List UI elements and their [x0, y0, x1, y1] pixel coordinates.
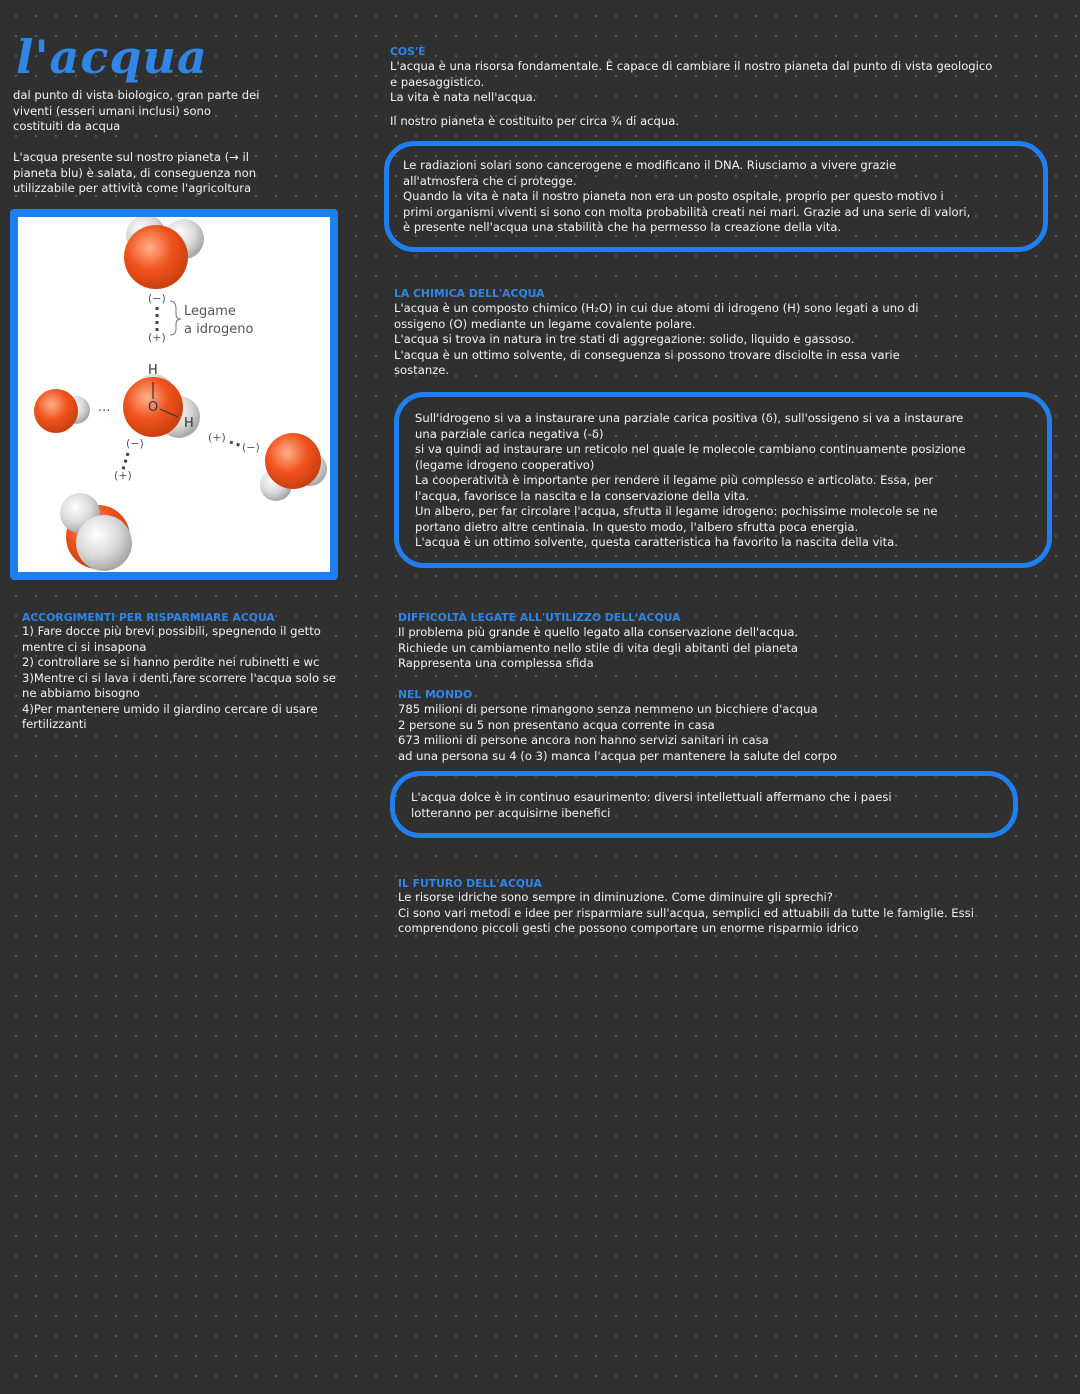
diff-line: Il problema più grande è quello legato alla conservazione dell'acqua. [398, 625, 799, 639]
box-line: (legame idrogeno cooperativo) [415, 457, 595, 472]
hydrogen-bond-dots [230, 442, 242, 446]
box-line: si va quindi ad instaurare un reticolo nel quale le molecole cambiano continuamente posizione [415, 442, 966, 456]
saving-line: 3)Mentre ci si lava i denti,fare scorrere l'acqua solo se [22, 670, 336, 685]
box-line: Sull'idrogeno si va a instaurare una parziale carica positiva (δ), sull'ossigeno si va a instaurare [415, 411, 964, 425]
box-line: L'acqua è un ottimo solvente, questa caratteristica ha favorito la nascita della vita. [415, 535, 898, 549]
chemistry-heading: LA CHIMICA DELL'ACQUA [394, 287, 545, 300]
intro-line: dal punto di vista biologico, gran parte dei [13, 88, 260, 102]
salted-water-text [13, 150, 313, 197]
intro-text [13, 88, 313, 135]
world-line: 785 milioni di persone rimangono senza nemmeno un bicchiere d'acqua [398, 702, 818, 716]
chem-line: L'acqua si trova in natura in tre stati di aggregazione: solido, liquido e gassoso. [394, 332, 855, 346]
future-line: Le risorse idriche sono sempre in diminuzione. Come diminuire gli sprechi? [398, 890, 833, 904]
charge-label: (−) [148, 292, 166, 305]
chem-line: L'acqua è un composto chimico (H₂O) in cui due atomi di idrogeno (H) sono legati a uno di [394, 301, 919, 315]
saving-list [22, 624, 382, 733]
future-line: Ci sono vari metodi e idee per risparmiare sull'acqua, semplici ed attuabili da tutte le famiglie. Essi [398, 905, 974, 920]
future-heading: IL FUTURO DELL'ACQUA [398, 877, 542, 890]
molecule-right [260, 433, 327, 501]
water-molecules-diagram [18, 217, 330, 572]
salted-line: pianeta blu) è salata, di conseguenza non [13, 165, 257, 180]
charge-label: (−) [242, 441, 260, 454]
page-title: l'acqua [16, 30, 208, 84]
molecule-top [124, 217, 204, 289]
saving-heading: ACCORGIMENTI PER RISPARMIARE ACQUA [22, 611, 275, 624]
atom-label-h: H [184, 416, 194, 431]
box-line: Un albero, per far circolare l'acqua, sfrutta il legame idrogeno: pochissime molecole se ne [415, 504, 938, 518]
charge-label: (−) [126, 437, 144, 450]
box-line: L'acqua dolce è in continuo esaurimento: diversi intellettuali affermano che i paesi [411, 790, 892, 804]
legend-label: a idrogeno [184, 322, 254, 337]
cose-heading: COS'È [390, 45, 426, 58]
difficulties-text [398, 625, 1038, 672]
diff-line: Rappresenta una complessa sfida [398, 656, 594, 670]
charge-label: (+) [148, 331, 166, 344]
molecule-bottom [60, 493, 132, 571]
salted-line: utilizzabile per attività come l'agricoltura [13, 181, 252, 195]
radiation-box [384, 141, 1048, 252]
saving-line: mentre ci si insapona [22, 639, 147, 654]
salted-line: L'acqua presente sul nostro pianeta (→ il [13, 150, 249, 164]
saving-line: 4)Per mantenere umido il giardino cercare di usare [22, 701, 318, 716]
saving-line: 2) controllare se si hanno perdite nei rubinetti e wc [22, 655, 320, 669]
molecule-left [34, 389, 90, 433]
diff-line: Richiede un cambiamento nello stile di vita degli abitanti del pianeta [398, 640, 799, 655]
cose-line: e paesaggistico. [390, 74, 485, 89]
saving-line: 1) Fare docce più brevi possibili, spegnendo il getto [22, 624, 321, 638]
world-heading: NEL MONDO [398, 688, 473, 701]
molecule-figure [10, 209, 338, 580]
world-line: 2 persone su 5 non presentano acqua corrente in casa [398, 717, 715, 732]
box-line: La cooperatività è importante per rendere il legame più complesso e articolato. Essa, per [415, 473, 934, 487]
box-line: è presente nell'acqua una stabilità che ha permesso la creazione della vita. [403, 220, 842, 234]
chem-line: sostanze. [394, 363, 450, 377]
atom-label-h: H [148, 363, 158, 378]
atom-label-o: O [148, 400, 159, 415]
box-line: l'acqua, favorisce la nascita e la conservazione della vita. [415, 488, 750, 503]
brace-icon [170, 301, 181, 335]
cose-planet-text: Il nostro pianeta è costituito per circa ¾ di acqua. [390, 114, 680, 128]
box-line: lotteranno per acquisirne ibenefici [411, 805, 611, 820]
world-line: 673 milioni di persone ancora non hanno servizi sanitari in casa [398, 733, 769, 747]
chem-line: L'acqua è un ottimo solvente, di conseguenza si possono trovare disciolte in essa varie [394, 347, 900, 362]
saving-line: fertilizzanti [22, 717, 87, 731]
cose-line: La vita è nata nell'acqua. [390, 90, 537, 104]
box-line: portano dietro altre centinaia. In questo modo, l'albero sfrutta poca energia. [415, 519, 859, 534]
charge-label: (+) [114, 469, 132, 482]
intro-line: viventi (esseri umani inclusi) sono [13, 103, 211, 118]
world-text [398, 702, 1038, 764]
world-line: ad una persona su 4 (o 3) manca l'acqua per mantenere la salute del corpo [398, 748, 837, 763]
chem-line: ossigeno (O) mediante un legame covalente polare. [394, 316, 696, 331]
intro-line: costituiti da acqua [13, 119, 121, 133]
chemistry-text [394, 301, 1054, 379]
charge-label: (+) [208, 431, 226, 444]
box-line: una parziale carica negativa (-δ) [415, 426, 604, 441]
difficulties-heading: DIFFICOLTÀ LEGATE ALL'UTILIZZO DELL'ACQUA [398, 611, 681, 624]
box-line: Le radiazioni solari sono cancerogene e modificano il DNA. Riusciamo a vivere grazie [403, 158, 897, 172]
future-text [398, 890, 1068, 937]
box-line: all'atmosfera che ci protegge. [403, 173, 577, 188]
cose-text [390, 59, 1070, 106]
saving-line: ne abbiamo bisogno [22, 686, 140, 700]
hydrogen-bond-dots: ··· [98, 404, 111, 419]
legend-label: Legame [184, 304, 236, 319]
cose-line: L'acqua è una risorsa fondamentale. È capace di cambiare il nostro pianeta dal punto di vista geologico [390, 59, 993, 73]
hydrogen-bond-box [394, 392, 1052, 568]
box-line: primi organismi viventi si sono con molta probabilità creati nei mari. Grazie ad una serie di valori, [403, 204, 971, 219]
box-line: Quando la vita è nata il nostro pianeta non era un posto ospitale, proprio per questo motivo i [403, 189, 944, 203]
freshwater-box [390, 771, 1018, 838]
future-line: comprendono piccoli gesti che possono comportare un enorme risparmio idrico [398, 921, 859, 935]
